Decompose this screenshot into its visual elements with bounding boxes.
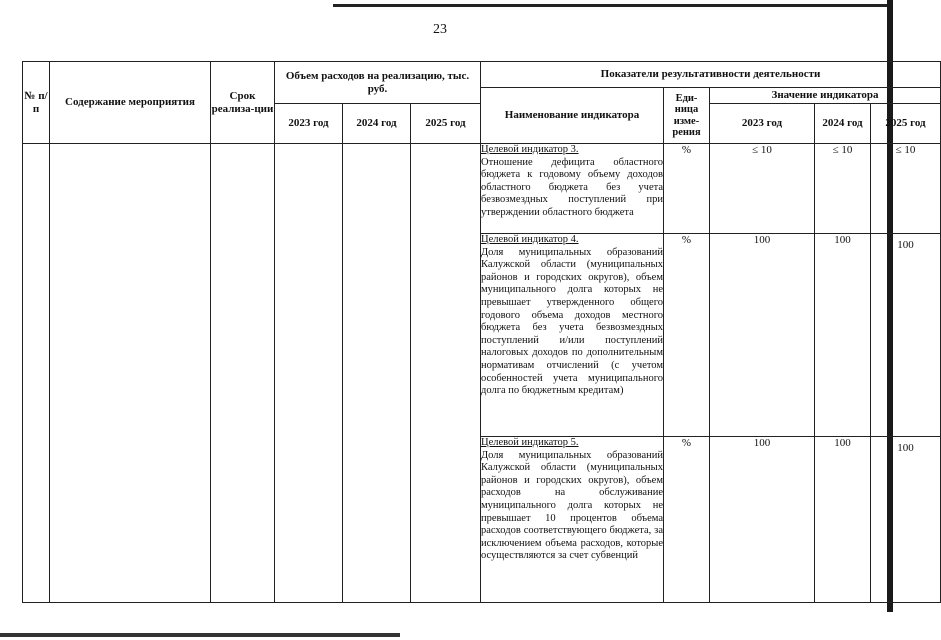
value-2023: 100	[710, 234, 815, 437]
unit-cell: %	[664, 144, 710, 234]
cell-term-empty	[211, 144, 275, 603]
indicator-title: Целевой индикатор 5.	[481, 437, 579, 448]
page-number: 23	[433, 22, 447, 37]
header-value-2025: 2025 год	[871, 104, 941, 144]
cell-num-empty	[23, 144, 50, 603]
header-costs-group: Объем расходов на реализацию, тыс. руб.	[275, 62, 481, 104]
header-values-group: Значение индикатора	[710, 88, 941, 104]
header-indicator-name: Наименование индикатора	[481, 88, 664, 144]
value-2024: ≤ 10	[815, 144, 871, 234]
cell-cost-2023-empty	[275, 144, 343, 603]
header-performance-group: Показатели результативности деятельности	[481, 62, 941, 88]
header-term: Срок реализа-ции	[211, 62, 275, 144]
unit-cell: %	[664, 437, 710, 603]
value-2025: ≤ 10	[871, 144, 941, 234]
indicators-table	[22, 61, 941, 603]
value-2023: ≤ 10	[710, 144, 815, 234]
indicator-cell	[481, 437, 664, 603]
indicator-cell	[481, 234, 664, 437]
cell-content-empty	[50, 144, 211, 603]
unit-cell: %	[664, 234, 710, 437]
indicator-text: Отношение дефицита областного бюджета к годовому объему доходов областного бюджета без учета безвозмездных поступлений при утверждении областного бюджета	[481, 156, 663, 218]
cell-cost-2024-empty	[343, 144, 411, 603]
value-2023: 100	[710, 437, 815, 603]
cell-cost-2025-empty	[411, 144, 481, 603]
header-cost-2024: 2024 год	[343, 104, 411, 144]
scan-edge-top	[333, 4, 893, 7]
header-cost-2023: 2023 год	[275, 104, 343, 144]
header-num: № п/п	[23, 62, 50, 144]
header-content: Содержание мероприятия	[50, 62, 211, 144]
scan-edge-bottom	[0, 633, 400, 637]
indicator-text: Доля муниципальных образований Калужской области (муниципальных районов и городских округов), объем муниципального долга которых не превышает утвержденного общего годового объема доходов местного бюджета без учета безвозмездных поступлений и/или поступлений налоговых доходов по дополнительным нормативам отчислений (с учетом особенностей учета муниципального долга по бюджетным кредитам)	[481, 246, 663, 397]
table-row	[23, 144, 941, 234]
indicator-cell	[481, 144, 664, 234]
header-cost-2025: 2025 год	[411, 104, 481, 144]
value-2025: 100	[871, 234, 941, 437]
indicator-title: Целевой индикатор 4.	[481, 234, 579, 245]
header-value-2024: 2024 год	[815, 104, 871, 144]
header-value-2023: 2023 год	[710, 104, 815, 144]
value-2024: 100	[815, 234, 871, 437]
header-unit: Еди-ница изме-рения	[664, 88, 710, 144]
value-2025: 100	[871, 437, 941, 603]
value-2024: 100	[815, 437, 871, 603]
indicator-text: Доля муниципальных образований Калужской области (муниципальных районов и городских округов), объем расходов на обслуживание муниципального долга которых не превышает 10 процентов объема расходов соответствующего бюджета, за исключением объема расходов, которые осуществляются за счет субвенций	[481, 449, 663, 562]
indicator-title: Целевой индикатор 3.	[481, 144, 579, 155]
